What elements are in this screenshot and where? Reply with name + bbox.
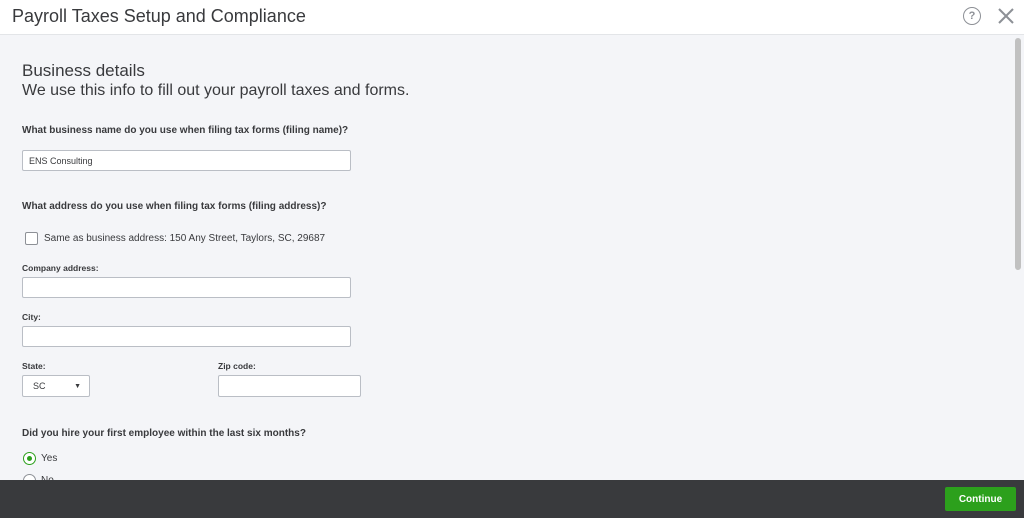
section-subheading: We use this info to fill out your payroll taxes and forms. (22, 82, 410, 99)
state-select[interactable] (22, 375, 90, 397)
caret-down-icon: ▼ (74, 382, 81, 390)
company-address-label: Company address: (22, 263, 99, 273)
page-title: Payroll Taxes Setup and Compliance (12, 6, 306, 26)
first-employee-question: Did you hire your first employee within the last six months? (22, 428, 306, 439)
filing-address-question: What address do you use when filing tax forms (filing address)? (22, 201, 327, 212)
scrollbar-thumb[interactable] (1015, 38, 1021, 270)
company-address-input[interactable] (22, 277, 351, 298)
state-value: SC (33, 381, 46, 391)
filing-name-input[interactable] (22, 150, 351, 171)
filing-name-question: What business name do you use when filing tax forms (filing name)? (22, 125, 349, 136)
modal-footer (0, 480, 1024, 518)
form-content (0, 35, 1012, 480)
help-icon[interactable]: ? (963, 7, 981, 25)
section-heading: Business details (22, 61, 145, 80)
filing-name-value: ENS Consulting (29, 155, 93, 166)
same-as-business-checkbox[interactable] (25, 232, 38, 245)
continue-button[interactable]: Continue (945, 487, 1016, 511)
first-employee-yes-label: Yes (41, 453, 58, 464)
city-label: City: (22, 312, 41, 322)
city-input[interactable] (22, 326, 351, 347)
zip-label: Zip code: (218, 361, 256, 371)
modal-header (0, 0, 1024, 35)
first-employee-yes-radio[interactable] (23, 452, 36, 465)
close-icon[interactable] (996, 6, 1016, 26)
zip-input[interactable] (218, 375, 361, 397)
state-label: State: (22, 361, 46, 371)
same-as-business-label: Same as business address: 150 Any Street, Taylors, SC, 29687 (44, 233, 326, 244)
